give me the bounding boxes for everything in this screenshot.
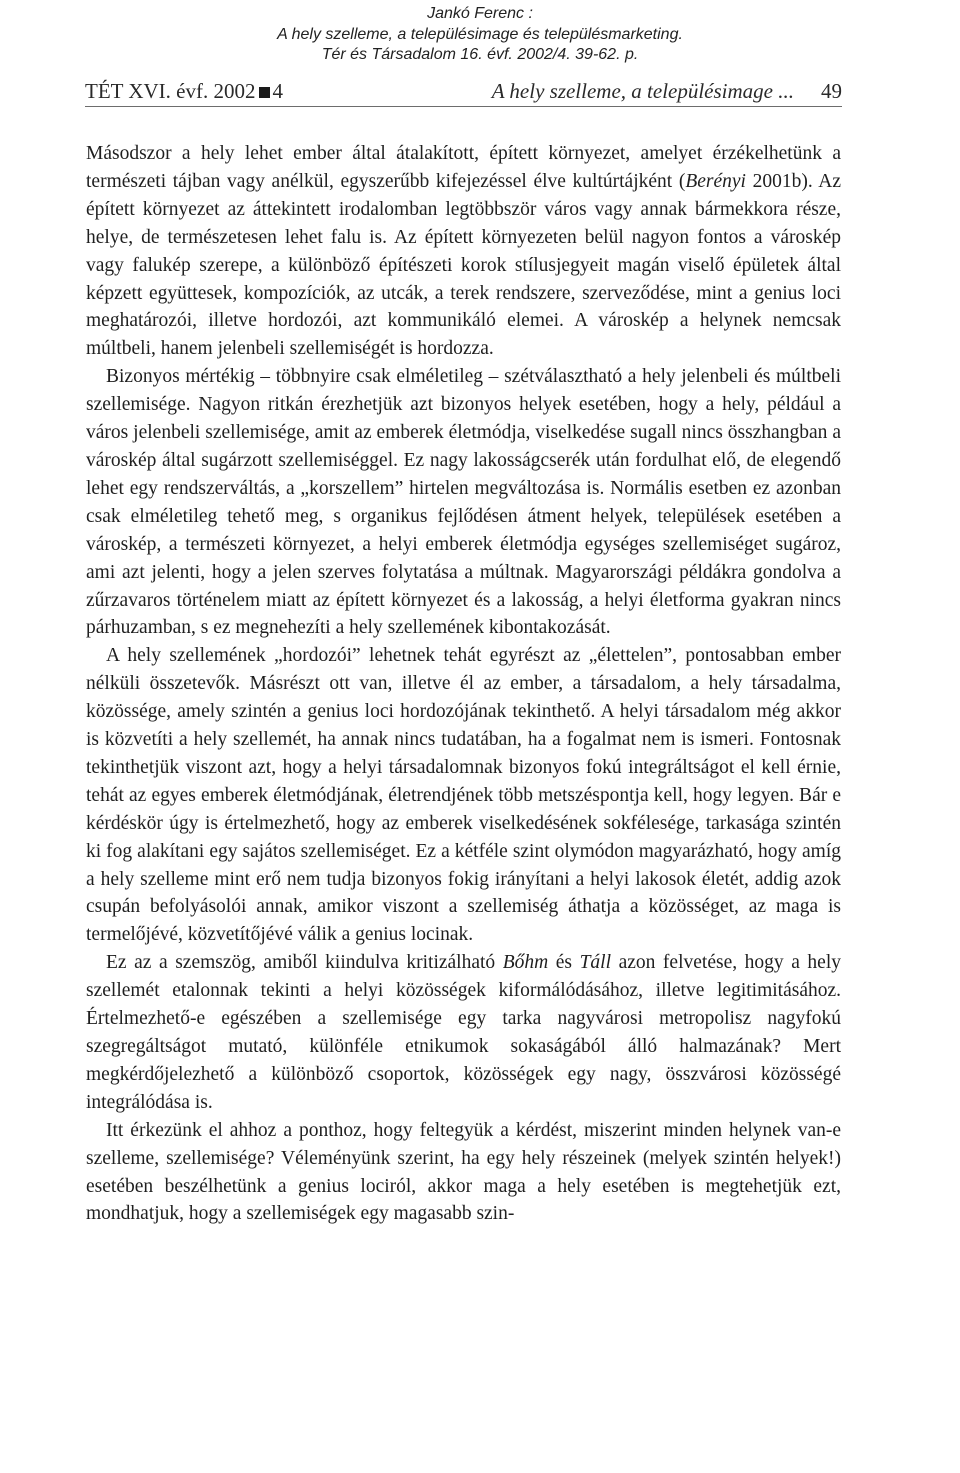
issue-number: 4 — [272, 79, 283, 103]
paragraph-3: A hely szellemének „hordozói” lehetnek tehát egyrészt az „élettelen”, pontosabban ember nélküli összetevők. Másrészt ott van, illetve él az ember, a társadalom, a hely társadalma, közössége, amely szintén a genius loci hordozójának tekinthető. A helyi társadalom még akkor is közvetíti a hely szellemét, ha annak nincs tudatában, ha a fogalmat nem is ismeri. Fontosnak tekinthetjük viszont azt, hogy a helyi társadalomnak bizonyos fokú integráltságot el kell érnie, tehát az egyes emberek életmódjának, életrendjének több metszéspontja kell, hogy legyen. Bár e kérdéskör úgy is értelmezhető, hogy az emberek viselkedésének sokfélesége, tarkasága szintén ki fog alakítani egy sajátos szellemiséget. Ez a kétféle szint olymódon magyarázható, hogy amíg a hely szelleme mint erő nem tudja bizonyos fokig irányítani a helyi lakosok életét, addig azok csupán befolyásolói annak, amikor viszont a szellemiség áthatja a közösséget, az maga is termelőjévé, közvetítőjévé válik a genius locinak. — [86, 645, 841, 946]
page-number: 49 — [821, 79, 842, 103]
article-body — [86, 140, 841, 1228]
citation-author: Jankó Ferenc : — [427, 5, 533, 22]
paragraph-4 — [86, 949, 841, 1116]
paragraph-4-text-c: azon felvetése, hogy a hely szellemét etalonnak tekinti a helyi közösségek kiformálódásához, illetve legitimitásához. Értelmezhető-e egészében a szellemisége egy tarka nagyvárosi metropolisz nagyfokú szegregáltságot mutató, különféle etnikumok sokaságából álló halmazának? Mert megkérdőjelezhető a különböző csoportok, közösségek egy nagy, összvárosi közösségé integrálódása is. — [86, 952, 841, 1113]
paragraph-4-text-b: és — [548, 952, 580, 974]
paragraph-2: Bizonyos mértékig – többnyire csak elméletileg – szétválasztható a hely jelenbeli és múltbeli szellemisége. Nagyon ritkán érezhetjük azt bizonyos helyek esetében, hogy a hely, például a város jelenbeli szellemisége, amit az emberek életmódja, viselkedése sugall nincs összhangban a városkép által sugárzott szellemiséggel. Ez nagy lakosságcserék után fordulhat elő, de elegendő lehet egy rendszerváltás, a „korszellem” hirtelen megváltozása is. Normális esetben ez azonban csak elméletileg tehető meg, s organikus fejlődésen átment helyek, települések esetében a városkép, a természeti környezet, a helyi emberek életmódja egységes szellemiséget sugároz, ami azt jelenti, hogy a jelen szerves folytatása a múltnak. Magyarországi példákra gondolva a zűrzavaros történelem miatt az épített környezet és a lakosság, a helyi életforma gyakran nincs párhuzamban, s ez megnehezíti a hely szellemének kibontakozását. — [86, 366, 841, 639]
running-head — [85, 78, 842, 107]
journal-label: TÉT XVI. évf. 2002 — [85, 79, 256, 103]
citation-source: Tér és Társadalom 16. évf. 2002/4. 39-62. p. — [321, 46, 639, 63]
reference-author-tall: Táll — [579, 952, 612, 974]
running-title: A hely szelleme, a településimage ... — [491, 79, 794, 103]
running-head-left — [85, 78, 283, 104]
reference-author-bohm: Bőhm — [502, 952, 549, 974]
paragraph-1 — [86, 140, 841, 363]
running-head-right — [492, 78, 842, 104]
black-square-icon — [259, 87, 270, 98]
paragraph-1-text-a: Másodszor a hely lehet ember által átalakított, épített környezet, amelyet érzékelhetünk a természeti tájban vagy anélkül, egyszerűbb kifejezéssel élve kultúrtájként ( — [86, 143, 841, 192]
citation-title: A hely szelleme, a településimage és településmarketing. — [277, 25, 683, 43]
paragraph-5: Itt érkezünk el ahhoz a ponthoz, hogy feltegyük a kérdést, miszerint minden helynek van-e szelleme, szellemisége? Véleményünk szerint, ha egy hely részeinek (melyek szintén helyek!) esetében beszélhetünk a genius lociról, akkor maga a hely esetében is megtehetjük ezt, mondhatjuk, hogy a szellemiségek egy magasabb szin- — [86, 1119, 841, 1225]
paragraph-1-text-b: 2001b). Az épített környezet az áttekintett irodalomban legtöbbször város vagy annak bármekkora része, helye, de természetesen lehet falu is. Az épített környezeten belül nagyon fontos a városkép vagy falukép szerepe, a különböző építészeti korok stílusjegyeit magán viselő épületek által képzett együttesek, kompozíciók, az utcák, a terek rendszere, szerveződése, mint a genius loci meghatározói, illetve hordozói, azt kommunikáló elemei. A városkép a helynek nemcsak múltbeli, hanem jelenbeli szellemiségét is hordozza. — [86, 170, 842, 360]
reference-author-berenyi: Berényi — [685, 170, 746, 192]
citation-header — [0, 4, 960, 66]
paragraph-4-text-a: Ez az a szemszög, amiből kiindulva kritizálható — [106, 952, 503, 974]
